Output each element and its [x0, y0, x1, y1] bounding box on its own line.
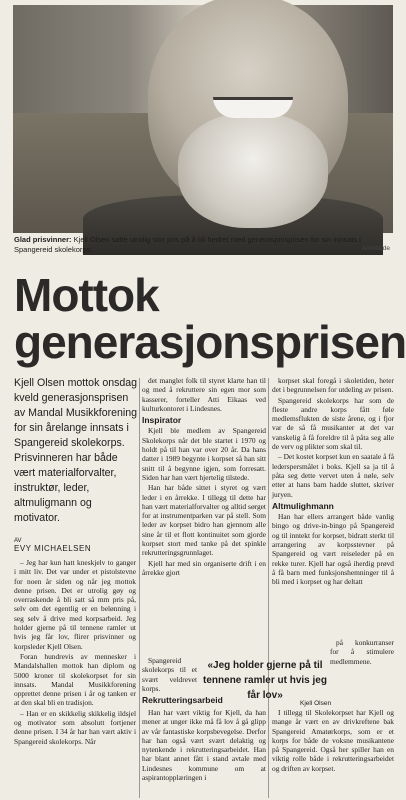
paragraph: I tillegg til Skolekorpset har Kjell og mange år vært en av drivkreftene bak Spangereid Amatørkorps, som er et korps for både de voksne musikantene på Spangereid. Også her spiller han en viktig rolle både i rekrutteringsarbeidet og driften av korpset. — [272, 708, 394, 773]
pull-quote: «Jeg holder gjerne på til tennene ramler ut hvis jeg får lov» — [203, 660, 327, 701]
subheading-rekruttering: Rekrutteringsarbeid — [142, 695, 223, 706]
subheading-altmulighmann: Altmulighmann — [272, 500, 334, 511]
paragraph: Han har vært viktig for Kjell, da han mener at unger ikke må få lov å gå glipp av vår fantastiske korpsbevegelse. Derfor har han også vært svært delaktig og nytenkende i rekrutteringsarbeidet. Han har blant annet fått i stand avtale med Lindesnes kommune om at aspirantopplæringen i — [142, 708, 266, 783]
article-column-3-bottom — [272, 708, 394, 800]
photo-caption — [14, 235, 386, 254]
paragraph: det manglet folk til styret klarte han til og med å rekruttere sin egen mor som kasserer, forteller Atti Eikaas ved kulturkontoret i Lindesnes. — [142, 376, 266, 413]
subheading-inspirator: Inspirator — [142, 415, 182, 426]
column-divider — [268, 378, 269, 798]
photo-credit: Arkivbilde — [361, 245, 390, 252]
portrait-photo — [13, 5, 393, 233]
photo-beard — [178, 113, 328, 228]
paragraph: Han har både sittet i styret og vært leder i en årrekke. I tillegg til dette har han vært materialforvalter og alltid sørget for at instrumentparken var på stell. Som leder av korpset bidro han gjennom alle sine år til et flott kontinuitet som gjorde korpset stort med tanke på det spinkle rekrutteringsgrunnlaget. — [142, 483, 266, 558]
byline-name: EVY MICHAELSEN — [14, 544, 92, 553]
byline-av: AV — [14, 538, 22, 544]
paragraph: Spangereid skolekorps til et svært veldrevet korps. — [142, 656, 197, 693]
paragraph: på konkurranser for å stimulere medlemmene. — [330, 638, 394, 666]
byline — [14, 538, 138, 553]
headline: Mottok generasjonsprisen — [14, 269, 406, 368]
caption-text: Kjell Olsen satte utrolig stor pris på å bli hedret med generasjonsprisen for sin innsats i Spangereid skolekorps. — [14, 235, 361, 254]
article-column-2 — [142, 376, 266, 638]
paragraph: korpset skal foregå i skoletiden, heter det i begrunnelsen for utdeling av prisen. — [272, 376, 394, 395]
caption-lead: Glad prisvinner: — [14, 235, 72, 244]
paragraph: – Han er en skikkelig skikkelig ildsjel og motivator som absolutt fortjener denne prisen. I 34 år har han vært aktiv i Spangereid skolekorps. Når — [14, 708, 136, 746]
article-column-2-bottom — [142, 708, 266, 800]
article-column-1 — [14, 558, 136, 800]
article-column-2-narrow — [142, 656, 223, 708]
photo-smile — [213, 97, 293, 118]
paragraph: – Jeg har kun hatt kneskjelv to ganger i mitt liv. Det var under et pistolstevne for noen år siden og når jeg mottok denne prisen. Det er utrolig gøy og overraskende å bli satt så mm pris på, selv om det egentlig er en belønning i seg selv å drive med korpsarbeid. Jeg holder gjerne på til tennene ramler ut hvis jeg får lov, flirer prisvinner og korpsleder Kjell Olsen. — [14, 558, 136, 651]
lead-paragraph: Kjell Olsen mottok onsdag kveld generasjonsprisen av Mandal Musikkforening for sin årelange innsats i Spangereid skolekorps. Prisvinneren har både vært materialforvalter, instruktør, leder, altmuligmann og motivator. — [14, 377, 138, 524]
pull-quote-source: Kjell Olsen — [300, 700, 332, 707]
paragraph: Kjell har med sin organiserte drift i en årrekke gjort — [142, 558, 266, 577]
paragraph: Foran hundrevis av mennesker i Mandalshallen mottok han diplom og 5000 kroner til skolekorpset for sin innsats. Mandal Musikkforening opprettet denne prisen i år og tanken er at den skal bli en tradisjon. — [14, 651, 136, 708]
paragraph: Spangereid skolekorps har som de fleste andre korps fått føle medlemsflukten de siste årene, og i fjor var de så få musikanter at det var vanskelig å få foreldre til å påta seg alle de verv og plikter som skal til. — [272, 395, 394, 452]
article-column-3-narrow — [330, 638, 394, 708]
paragraph: Han har ellers arrangert både vanlig bingo og drive-in-bingo på Spangereid og til inntekt for korpset, bidratt sterkt til arrangering av korpsstevner på Spangereid og vært reiseleder på en rekke turer. Kjell har også iherdig prøvd å få barn med funksjonshemninger til å bli med i korpset og har deltatt — [272, 512, 394, 587]
paragraph: Kjell ble medlem av Spangereid Skolekorps når det ble startet i 1970 og holdt på til han var over 20 år. Da hans datter i 1989 begynte i korpset så han sitt snitt til å begynne igjen, som forresatt. Siden har han vært hjertelig tilstede. — [142, 426, 266, 482]
article-column-3 — [272, 376, 394, 646]
column-divider — [139, 378, 140, 798]
paragraph: – Det kostet korpset kun en saatale å få lederspersmålet i boks. Kjell sa ja til å påta seg dette vervet uten å nøle, selv etter at hans barn hadde sluttet, skriver juryen. — [272, 452, 394, 499]
